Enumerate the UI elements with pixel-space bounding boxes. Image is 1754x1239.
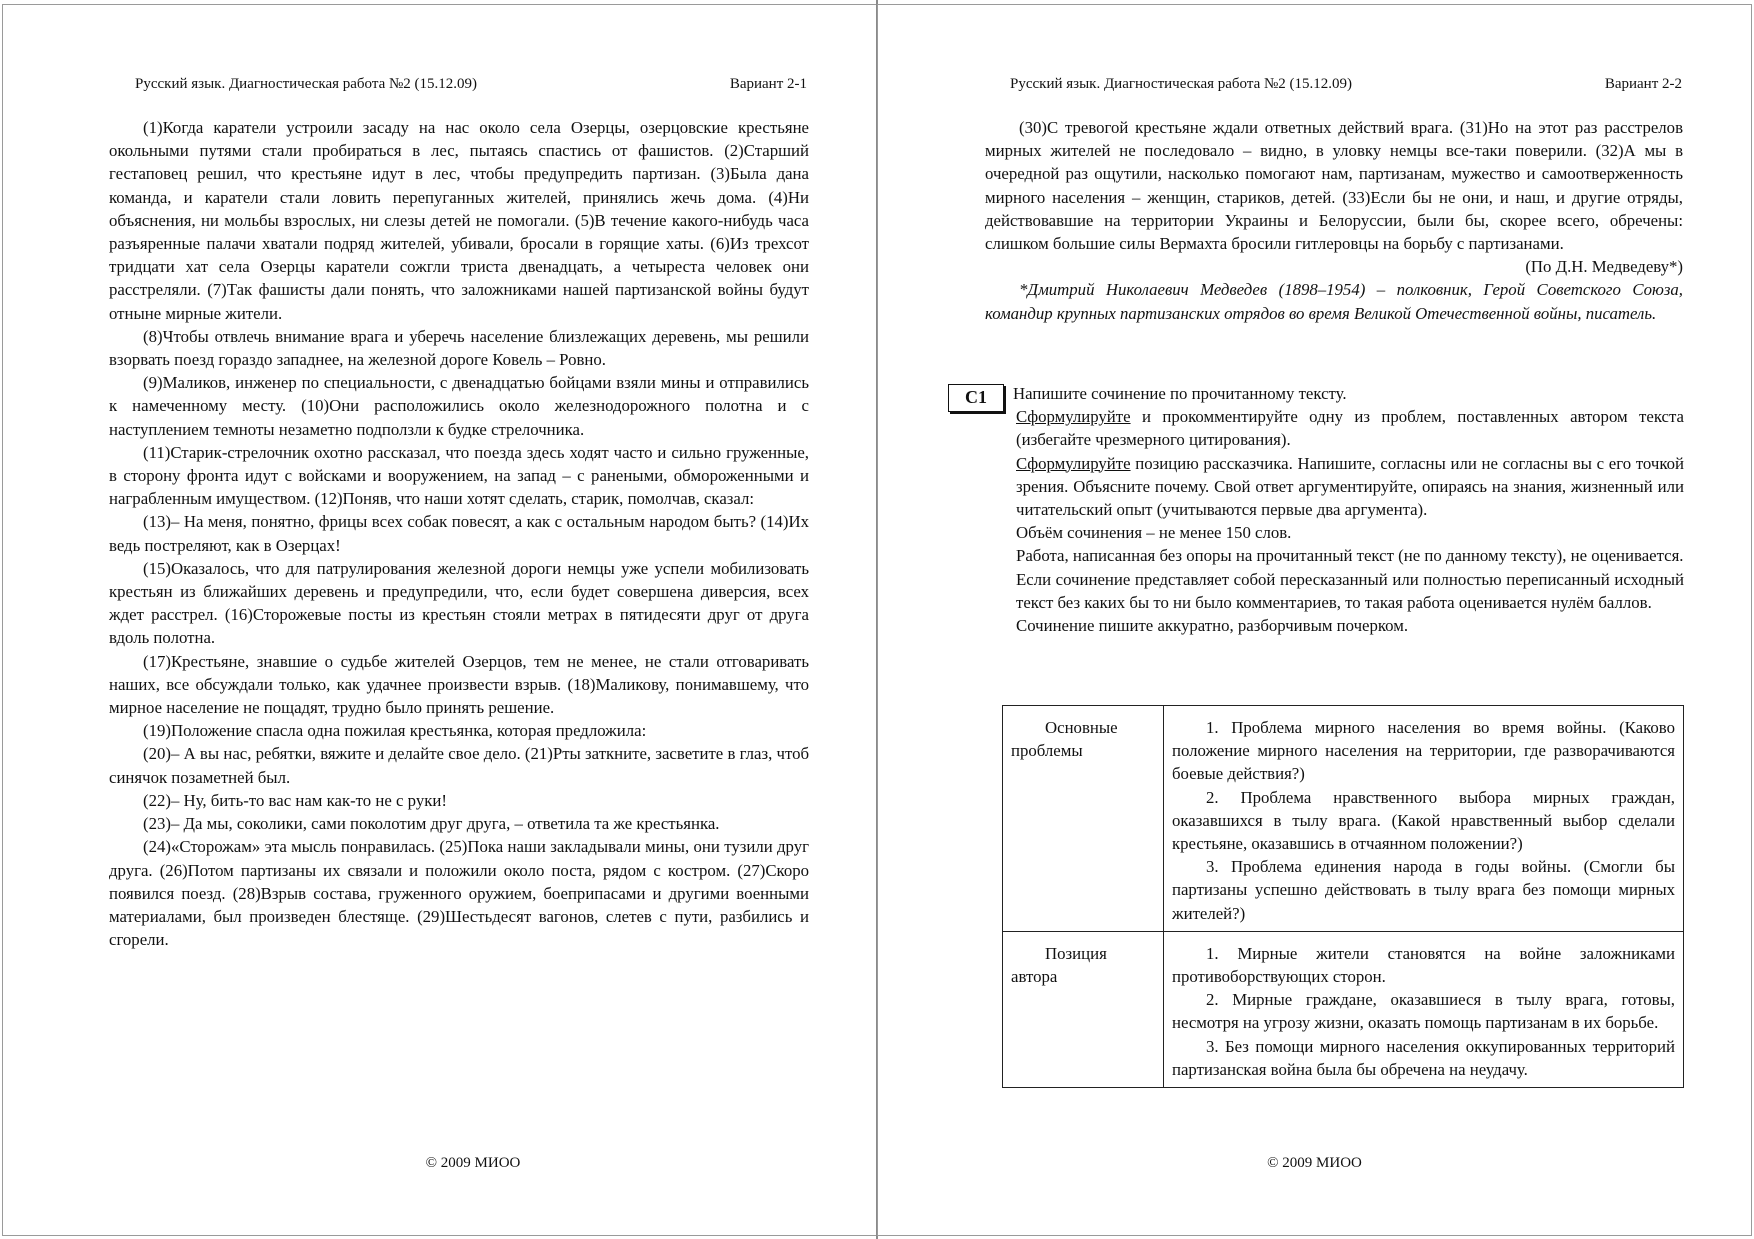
row-header-line: проблемы <box>1011 741 1083 761</box>
list-item: 3. Без помощи мирного населения оккупированных территорий партизанская война была бы обречена на неудачу. <box>1172 1036 1675 1079</box>
table-row <box>1003 931 1684 1087</box>
task-line-text: и прокомментируйте одну из проблем, поставленных автором текста (избегайте чрезмерного цитирования). <box>1016 407 1684 450</box>
paragraph: (8)Чтобы отвлечь внимание врага и уберечь население близлежащих деревень, мы решили взорвать поезд гораздо западнее, на железной дороге Ковель – Ровно. <box>109 326 809 370</box>
paragraph: (11)Старик-стрелочник охотно рассказал, что поезда здесь ходят часто и сильно груженные, в сторону фронта идут с войсками и вооружением, на запад – с ранеными, обмороженными и награбленным имуществом. (12)Поняв, что наши хотят сделать, старик, помолчав, сказал: <box>109 442 809 509</box>
header-title: Русский язык. Диагностическая работа №2 (15.12.09) <box>1010 76 1353 92</box>
row-content <box>1164 931 1684 1087</box>
criteria-table <box>1002 705 1684 1088</box>
row-header-line: автора <box>1011 967 1058 987</box>
row-header <box>1003 931 1164 1087</box>
paragraph: (9)Маликов, инженер по специальности, с двенадцатью бойцами взяли мины и отправились к намеченному месту. (10)Они расположились около железнодорожного полотна и с наступлением темноты незаметно подползли к будке стрелочника. <box>109 373 809 439</box>
page-header <box>135 75 807 93</box>
task-line <box>1016 452 1684 522</box>
task-intro: Напишите сочинение по прочитанному тексту. <box>1013 384 1347 403</box>
list-item: 1. Мирные жители становятся на войне заложниками противоборствующих сторон. <box>1172 943 1675 987</box>
list-item: 2. Мирные граждане, оказавшиеся в тылу врага, готовы, несмотря на угрозу жизни, оказать помощь партизанам в их борьбе. <box>1172 990 1675 1033</box>
task-line: Если сочинение представляет собой пересказанный или полностью переписанный исходный текст без каких бы то ни было комментариев, то такая работа оценивается нулём баллов. <box>1016 569 1684 612</box>
paragraph: (1)Когда каратели устроили засаду на нас около села Озерцы, озерцовские крестьяне окольными путями стали пробираться в лес, пытаясь спастись от фашистов. (2)Старший гестаповец решил, что крестьяне идут в лес, чтобы предупредить партизан. (3)Была дана команда, и каратели стали ловить перепуганных жителей, принялись жечь дома. (4)Ни объяснения, ни мольбы взрослых, ни слезы детей не помогали. (5)В течение какого-нибудь часа разъяренные палачи хватали подряд жителей, убивали, бросали в горящие хаты. (6)Из трехсот тридцати хат села Озерцы каратели сожгли триста двенадцать, а четыреста человек они расстреляли. (7)Так фашисты дали понять, что заложниками нашей партизанской войны будут отныне мирные жители. <box>109 118 809 323</box>
table-row <box>1003 706 1684 932</box>
list-item: 1. Проблема мирного населения во время войны. (Каково положение мирного населения на территории, где разворачиваются боевые действия?) <box>1172 718 1675 784</box>
header-title: Русский язык. Диагностическая работа №2 (15.12.09) <box>135 76 478 92</box>
text-body <box>109 116 809 951</box>
row-header <box>1003 706 1164 932</box>
page-header <box>1010 75 1682 93</box>
paragraph: (19)Положение спасла одна пожилая крестьянка, которая предложила: <box>143 721 647 741</box>
source-attribution: (По Д.Н. Медведеву*) <box>1525 257 1683 277</box>
list-item: 2. Проблема нравственного выбора мирных граждан, оказавшихся в тылу врага. (Какой нравственный выбор сделали крестьяне, оказавшись в отчаянном положении?) <box>1172 787 1675 854</box>
paragraph: (20)– А вы нас, ребятки, вяжите и делайте свое дело. (21)Рты заткните, засветите в глаз, чтоб синячок позаметней был. <box>109 744 809 787</box>
paragraph: (24)«Сторожам» эта мысль понравилась. (25)Пока наши закладывали мины, они тузили друг друга. (26)Потом партизаны их связали и положили около поста, рядом с костром. (27)Скоро появился поезд. (28)Взрыв состава, груженного оружием, боеприпасами и другими военными материалами, был произведен блестяще. (29)Шестьдесят вагонов, слетев с пути, разбились и сгорели. <box>109 837 809 950</box>
paragraph: (30)С тревогой крестьяне ждали ответных действий врага. (31)Но на этот раз расстрелов мирных жителей не последовало – видно, в уловку немцы все-таки поверили. (32)А мы в очередной раз ощутили, насколько помогают нам, партизанам, мужество и самоотверженность мирного населения – женщин, стариков, детей. (33)Если бы не они, и наш, и другие отряды, действовавшие на территории Украины и Белоруссии, были бы, скорее всего, обречены: слишком большие силы Вермахта бросили гитлеровцы на борьбу с партизанами. <box>985 118 1683 254</box>
task-label: C1 <box>948 384 1004 412</box>
row-header-line: Основные <box>1045 718 1118 737</box>
paragraph: (13)– На меня, понятно, фрицы всех собак повесят, а как с остальным народом быть? (14)Их ведь постреляют, как в Озерцах! <box>109 512 809 555</box>
right-page <box>877 4 1752 1236</box>
footnote: *Дмитрий Николаевич Медведев (1898–1954) – полковник, Герой Советского Союза, командир крупных партизанских отрядов во время Великой Отечественной войны, писатель. <box>985 280 1683 323</box>
row-header-line: Позиция <box>1045 943 1107 963</box>
header-variant: Вариант 2-2 <box>1604 76 1682 92</box>
task-line: Объём сочинения – не менее 150 слов. <box>1016 523 1292 543</box>
paragraph: (15)Оказалось, что для патрулирования железной дороги немцы уже успели мобилизовать крестьян из ближайших деревень и предупредили, что, если будет совершена диверсия, всех ждет расстрел. (16)Сторожевые посты из крестьян стояли метрах в пятидесяти друг от друга вдоль полотна. <box>109 558 809 648</box>
paragraph: (17)Крестьяне, знавшие о судьбе жителей Озерцов, тем не менее, не стали отговаривать наших, все обсуждали только, как удачнее произвести взрыв. (18)Маликову, понимавшему, что мирное население не пощадят, трудно было принять решение. <box>109 651 809 718</box>
task-instructions <box>1013 382 1684 637</box>
left-page <box>2 4 878 1236</box>
task-line: Сочинение пишите аккуратно, разборчивым почерком. <box>1016 616 1409 636</box>
page-footer: © 2009 МИОО <box>1267 1155 1362 1171</box>
paragraph: (23)– Да мы, соколики, сами поколотим друг друга, – ответила та же крестьянка. <box>143 814 720 834</box>
underlined-verb: Сформулируйте <box>1016 407 1131 427</box>
underlined-verb: Сформулируйте <box>1016 453 1131 473</box>
row-content <box>1164 706 1684 932</box>
header-variant: Вариант 2-1 <box>729 76 807 92</box>
list-item: 3. Проблема единения народа в годы войны. (Смогли бы партизаны успешно действовать в тылу врага без помощи мирных жителей?) <box>1172 857 1675 923</box>
page-footer: © 2009 МИОО <box>425 1155 521 1171</box>
paragraph: (22)– Ну, бить-то вас нам как-то не с руки! <box>143 790 447 810</box>
task-line <box>1016 405 1684 451</box>
text-body <box>985 116 1683 325</box>
task-line: Работа, написанная без опоры на прочитанный текст (не по данному тексту), не оценивается. <box>1016 546 1684 566</box>
task-line-text: позицию рассказчика. Напишите, согласны или не согласны вы с его точкой зрения. Объясните почему. Свой ответ аргументируйте, опираясь на знания, жизненный или читательский опыт (учитываются первые два аргумента). <box>1016 453 1684 520</box>
